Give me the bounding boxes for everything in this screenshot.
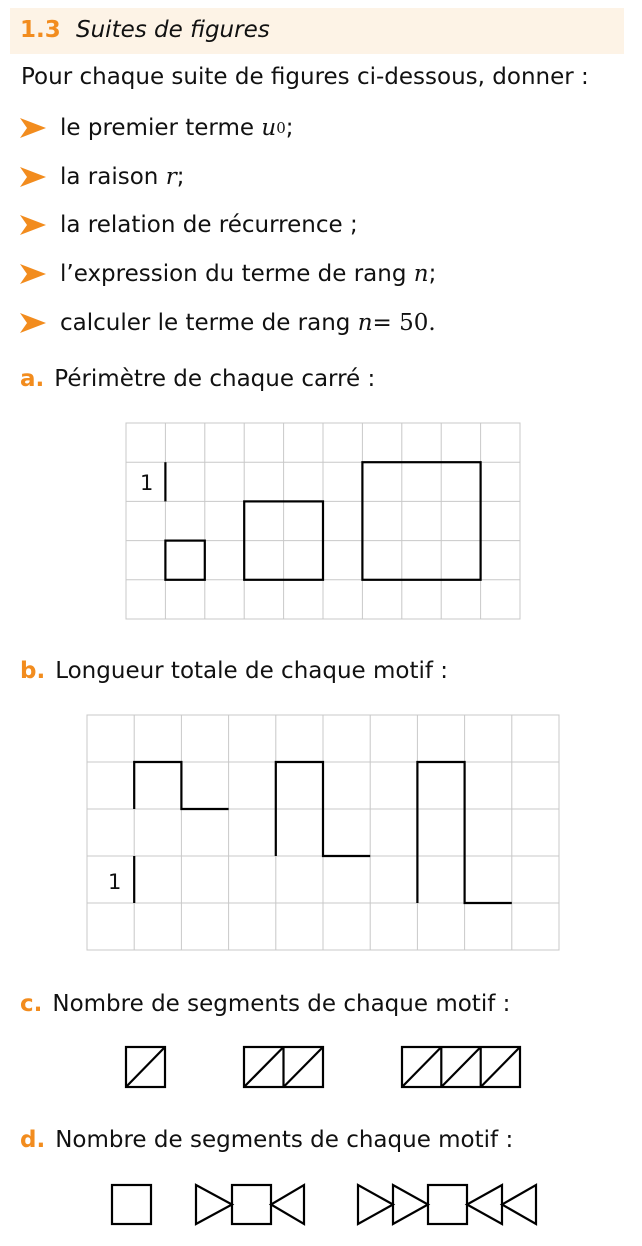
motif-3 xyxy=(417,762,511,903)
part-text: Longueur totale de chaque motif : xyxy=(55,658,449,684)
motif-d-1 xyxy=(112,1185,151,1224)
motif-1 xyxy=(134,762,228,809)
unit-label-a: 1 xyxy=(140,471,154,495)
math-var: n xyxy=(357,310,373,336)
bullet-text: calculer le terme de rang xyxy=(60,310,351,336)
bullet-text: la raison xyxy=(60,164,159,190)
bullet-tail: = 50. xyxy=(372,310,436,336)
motif-c-1 xyxy=(126,1047,165,1087)
section-title: Suites de figures xyxy=(76,17,270,43)
motif-c-3 xyxy=(402,1047,520,1087)
bullet-tail: ; xyxy=(285,115,294,141)
math-var: r xyxy=(165,164,177,190)
part-letter: c. xyxy=(20,991,43,1017)
part-letter: a. xyxy=(20,366,45,392)
section-number: 1.3 xyxy=(20,17,61,43)
math-var: n xyxy=(413,261,429,287)
motif-c-2 xyxy=(244,1047,323,1087)
unit-label-b: 1 xyxy=(108,870,122,894)
figure-c-shapes xyxy=(126,1047,520,1087)
square-1 xyxy=(165,541,204,580)
part-text: Nombre de segments de chaque motif : xyxy=(52,991,511,1017)
part-text: Nombre de segments de chaque motif : xyxy=(55,1127,514,1153)
part-text: Périmètre de chaque carré : xyxy=(54,366,376,392)
motif-d-2 xyxy=(196,1185,304,1224)
part-letter: d. xyxy=(20,1127,46,1153)
bullet-text: l’expression du terme de rang xyxy=(60,261,407,287)
math-sub: 0 xyxy=(276,119,286,137)
bullet-tail: ; xyxy=(176,164,185,190)
motif-d-3 xyxy=(358,1185,536,1224)
bullet-text: la relation de récurrence ; xyxy=(60,212,358,238)
bullet-tail: ; xyxy=(428,261,437,287)
square-3 xyxy=(362,462,480,580)
math-var: u xyxy=(261,115,277,141)
intro-text: Pour chaque suite de figures ci-dessous, donner : xyxy=(21,64,589,90)
bullet-text: le premier terme xyxy=(60,115,255,141)
part-letter: b. xyxy=(20,658,46,684)
figure-d-shapes xyxy=(112,1185,536,1224)
